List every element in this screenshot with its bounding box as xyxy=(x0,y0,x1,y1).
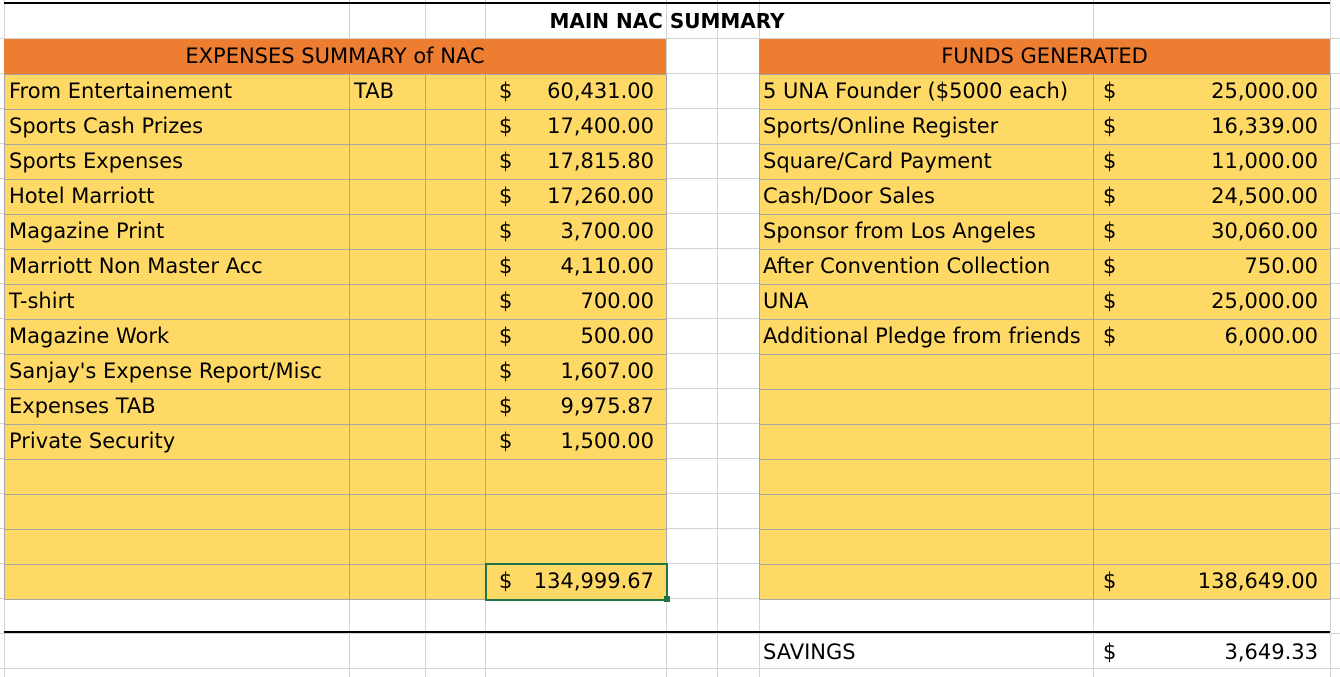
expense-currency: $ xyxy=(499,79,513,103)
expense-label: From Entertainement xyxy=(9,79,233,103)
expense-cell[interactable] xyxy=(349,214,426,250)
fund-cell[interactable] xyxy=(759,564,1094,600)
expense-cell[interactable] xyxy=(4,564,350,600)
expense-cell[interactable] xyxy=(349,179,426,215)
fill-handle[interactable] xyxy=(664,596,670,602)
expense-cell[interactable] xyxy=(4,529,350,565)
expense-cell[interactable] xyxy=(425,214,486,250)
fund-cell[interactable] xyxy=(759,459,1094,495)
expense-label: Magazine Print xyxy=(9,219,165,243)
fund-cell[interactable] xyxy=(1093,529,1331,565)
expense-amount: 9,975.87 xyxy=(560,394,654,418)
expense-cell[interactable] xyxy=(349,249,426,285)
fund-cell[interactable] xyxy=(1093,494,1331,530)
expense-cell[interactable] xyxy=(425,249,486,285)
fund-cell[interactable] xyxy=(1093,389,1331,425)
fund-currency: $ xyxy=(1103,184,1117,208)
expense-label: Private Security xyxy=(9,429,176,453)
expense-cell[interactable] xyxy=(485,459,667,495)
expense-label: Marriott Non Master Acc xyxy=(9,254,263,278)
fund-total-amount: 138,649.00 xyxy=(1197,569,1318,593)
fund-label: 5 UNA Founder ($5000 each) xyxy=(763,79,1069,103)
fund-cell[interactable] xyxy=(1093,424,1331,460)
expense-cell[interactable] xyxy=(349,389,426,425)
expense-cell[interactable] xyxy=(425,74,486,110)
fund-cell[interactable] xyxy=(759,354,1094,390)
fund-label: Sponsor from Los Angeles xyxy=(763,219,1036,243)
fund-currency: $ xyxy=(1103,289,1117,313)
expense-cell[interactable] xyxy=(485,529,667,565)
expense-currency: $ xyxy=(499,114,513,138)
expense-cell[interactable] xyxy=(425,144,486,180)
fund-label: After Convention Collection xyxy=(763,254,1051,278)
expense-currency: $ xyxy=(499,219,513,243)
expenses-header[interactable]: EXPENSES SUMMARY of NAC xyxy=(4,39,666,74)
fund-amount: 30,060.00 xyxy=(1211,219,1318,243)
funds-header[interactable]: FUNDS GENERATED xyxy=(759,39,1330,74)
expense-cell[interactable] xyxy=(349,109,426,145)
fund-amount: 25,000.00 xyxy=(1211,289,1318,313)
page-title: MAIN NAC SUMMARY xyxy=(549,9,785,33)
expense-amount: 60,431.00 xyxy=(547,79,654,103)
expense-amount: 1,607.00 xyxy=(560,359,654,383)
expense-amount: 1,500.00 xyxy=(560,429,654,453)
fund-label: Square/Card Payment xyxy=(763,149,992,173)
expense-amount: 3,700.00 xyxy=(560,219,654,243)
fund-cell[interactable] xyxy=(759,424,1094,460)
gridline-horizontal xyxy=(0,633,1340,634)
fund-amount: 11,000.00 xyxy=(1211,149,1318,173)
savings-label: SAVINGS xyxy=(763,640,856,664)
fund-currency: $ xyxy=(1103,219,1117,243)
fund-cell[interactable] xyxy=(759,529,1094,565)
expense-currency: $ xyxy=(499,429,513,453)
fund-amount: 25,000.00 xyxy=(1211,79,1318,103)
fund-amount: 750.00 xyxy=(1244,254,1318,278)
expense-total-amount: 134,999.67 xyxy=(533,569,654,593)
selected-cell-outline[interactable] xyxy=(485,563,668,601)
expense-cell[interactable] xyxy=(349,144,426,180)
fund-cell[interactable] xyxy=(1093,354,1331,390)
fund-cell[interactable] xyxy=(1093,459,1331,495)
fund-cell[interactable] xyxy=(759,494,1094,530)
expense-cell[interactable] xyxy=(349,319,426,355)
expense-amount: 17,260.00 xyxy=(547,184,654,208)
expense-cell[interactable] xyxy=(425,109,486,145)
expense-cell[interactable] xyxy=(425,564,486,600)
fund-amount: 16,339.00 xyxy=(1211,114,1318,138)
expense-cell[interactable] xyxy=(425,389,486,425)
expense-cell[interactable] xyxy=(425,179,486,215)
expense-amount: 700.00 xyxy=(580,289,654,313)
expense-label: Magazine Work xyxy=(9,324,170,348)
expense-label: Sports Expenses xyxy=(9,149,184,173)
expense-amount: 4,110.00 xyxy=(560,254,654,278)
expense-total-currency: $ xyxy=(499,569,513,593)
fund-total-currency: $ xyxy=(1103,569,1117,593)
expense-cell[interactable] xyxy=(349,284,426,320)
expense-currency: $ xyxy=(499,254,513,278)
fund-currency: $ xyxy=(1103,254,1117,278)
fund-currency: $ xyxy=(1103,324,1117,348)
expense-amount: 500.00 xyxy=(580,324,654,348)
expense-cell[interactable] xyxy=(349,494,426,530)
expense-cell[interactable] xyxy=(349,564,426,600)
savings-divider xyxy=(4,631,1330,633)
fund-currency: $ xyxy=(1103,114,1117,138)
expense-cell[interactable] xyxy=(349,529,426,565)
expense-cell[interactable] xyxy=(349,354,426,390)
expense-cell[interactable] xyxy=(425,494,486,530)
expense-cell[interactable] xyxy=(485,494,667,530)
expense-currency: $ xyxy=(499,359,513,383)
expense-currency: $ xyxy=(499,149,513,173)
fund-currency: $ xyxy=(1103,79,1117,103)
expense-cell[interactable] xyxy=(425,529,486,565)
expense-currency: $ xyxy=(499,394,513,418)
savings-amount: 3,649.33 xyxy=(1224,640,1318,664)
expense-cell[interactable] xyxy=(425,459,486,495)
expense-cell[interactable] xyxy=(4,459,350,495)
fund-label: Cash/Door Sales xyxy=(763,184,935,208)
expense-amount: 17,400.00 xyxy=(547,114,654,138)
expense-label: Sports Cash Prizes xyxy=(9,114,204,138)
expense-currency: $ xyxy=(499,184,513,208)
expense-currency: $ xyxy=(499,289,513,313)
expense-amount: 17,815.80 xyxy=(547,149,654,173)
expense-label: Expenses TAB xyxy=(9,394,156,418)
fund-currency: $ xyxy=(1103,149,1117,173)
expense-cell[interactable] xyxy=(425,354,486,390)
expense-cell[interactable] xyxy=(349,459,426,495)
expense-label: Hotel Marriott xyxy=(9,184,155,208)
gridline-vertical xyxy=(717,0,718,677)
fund-cell[interactable] xyxy=(759,389,1094,425)
expense-cell[interactable] xyxy=(425,424,486,460)
fund-label: UNA xyxy=(763,289,809,313)
expense-cell[interactable] xyxy=(425,284,486,320)
expense-label: Sanjay's Expense Report/Misc xyxy=(9,359,322,383)
expense-note: TAB xyxy=(354,79,394,103)
fund-amount: 24,500.00 xyxy=(1211,184,1318,208)
fund-label: Sports/Online Register xyxy=(763,114,999,138)
savings-currency: $ xyxy=(1103,640,1117,664)
expense-cell[interactable] xyxy=(349,424,426,460)
expense-currency: $ xyxy=(499,324,513,348)
expense-cell[interactable] xyxy=(425,319,486,355)
fund-label: Additional Pledge from friends xyxy=(763,324,1081,348)
expense-label: T-shirt xyxy=(9,289,75,313)
expense-cell[interactable] xyxy=(4,494,350,530)
fund-amount: 6,000.00 xyxy=(1224,324,1318,348)
